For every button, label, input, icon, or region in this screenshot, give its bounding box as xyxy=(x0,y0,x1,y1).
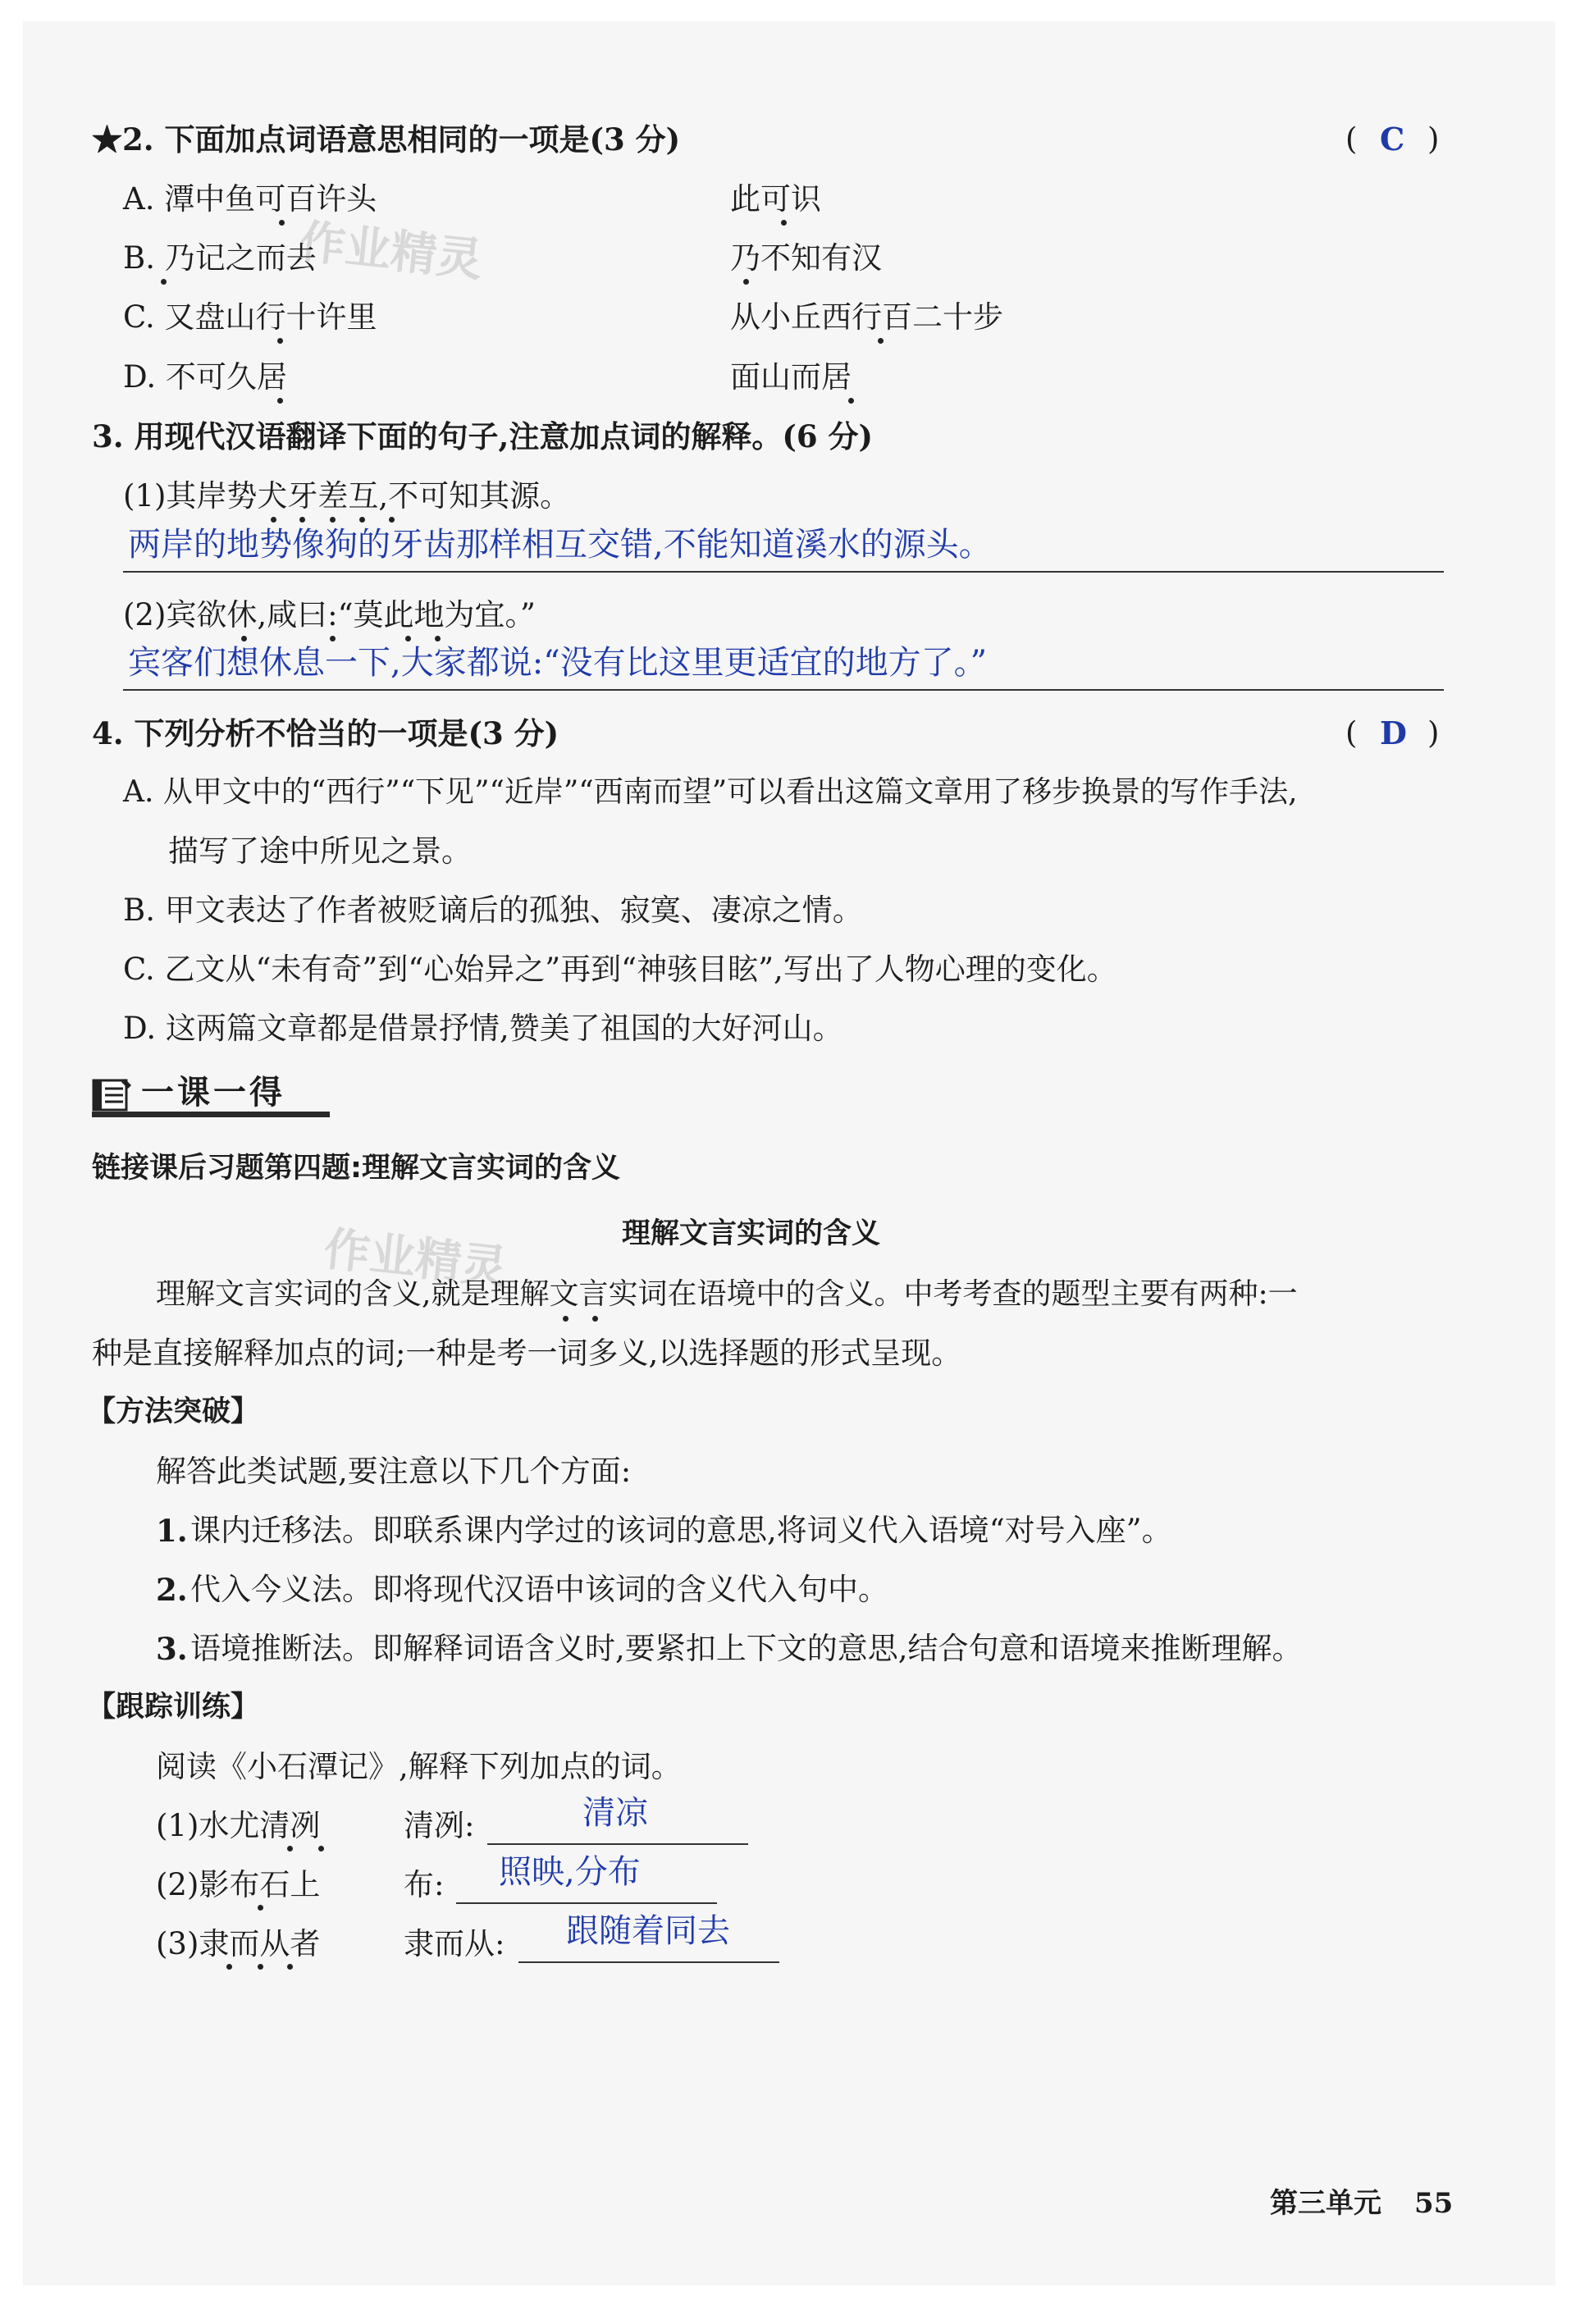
emphasis-dot xyxy=(359,517,365,523)
emphasis-dot xyxy=(279,220,285,226)
emphasis-dot xyxy=(878,338,884,344)
q4-answer: D xyxy=(1380,715,1407,751)
answer-line xyxy=(123,571,1444,573)
emphasis-dot xyxy=(287,1964,293,1970)
section-title: 一课一得 xyxy=(141,1074,285,1112)
q2-option-c-right: 从小丘西行百二十步 xyxy=(730,299,1003,335)
answer-line xyxy=(518,1961,779,1963)
training-item-1: (1)水尤清冽 xyxy=(156,1808,321,1843)
method-1-text: 课内迁移法。即联系课内学过的该词的意思,将词义代入语境“对号入座”。 xyxy=(190,1513,1172,1548)
section-title-underline xyxy=(92,1112,330,1117)
emphasis-dot xyxy=(848,398,854,404)
training-item-2-answer: 照映,分布 xyxy=(499,1853,641,1891)
emphasis-dot xyxy=(299,517,305,523)
q4-option-d: D. 这两篇文章都是借景抒情,赞美了祖国的大好河山。 xyxy=(123,1011,843,1046)
q2-paren-open: ( xyxy=(1345,121,1358,157)
method-heading: 【方法突破】 xyxy=(87,1395,260,1428)
q2-stem: ★2. 下面加点词语意思相同的一项是(3 分) xyxy=(92,121,681,158)
method-2-num: 2. xyxy=(156,1572,188,1608)
emphasis-dot xyxy=(389,517,395,523)
section-link: 链接课后习题第四题:理解文言实词的含义 xyxy=(92,1152,620,1185)
q2-option-a: A. 潭中鱼可百许头 xyxy=(123,181,377,217)
q2-answer: C xyxy=(1380,121,1405,158)
q3-item-1-answer: 两岸的地势像狗的牙齿那样相互交错,不能知道溪水的源头。 xyxy=(128,526,992,564)
intro-line-1: 理解文言实词的含义,就是理解文言实词在语境中的含义。中考考查的题型主要有两种:一 xyxy=(156,1277,1298,1311)
training-item-3-answer: 跟随着同去 xyxy=(566,1912,730,1950)
q4-option-b: B. 甲文表达了作者被贬谪后的孤独、寂寞、凄凉之情。 xyxy=(123,893,863,928)
q4-option-c: C. 乙文从“未有奇”到“心始异之”再到“神骇目眩”,写出了人物心理的变化。 xyxy=(123,952,1117,987)
q2-option-d: D. 不可久居 xyxy=(123,359,287,395)
emphasis-dot xyxy=(781,220,787,226)
q4-paren-close: ) xyxy=(1427,715,1440,751)
emphasis-dot xyxy=(563,1316,569,1322)
training-item-3: (3)隶而从者 xyxy=(156,1926,321,1961)
method-1-num: 1. xyxy=(156,1513,188,1549)
watermark: 作业精灵 xyxy=(321,1222,510,1295)
page-number: 55 xyxy=(1414,2187,1454,2220)
emphasis-dot xyxy=(271,517,276,523)
watermark: 作业精灵 xyxy=(296,215,486,288)
q4-paren-open: ( xyxy=(1345,715,1358,751)
q3-stem: 3. 用现代汉语翻译下面的句子,注意加点词的解释。(6 分) xyxy=(92,418,874,454)
emphasis-dot xyxy=(330,517,336,523)
q3-item-1-question: (1)其岸势犬牙差互,不可知其源。 xyxy=(123,478,571,514)
notebook-icon xyxy=(92,1077,133,1113)
q2-option-b: B. 乃记之而去 xyxy=(123,240,317,276)
q4-stem: 4. 下列分析不恰当的一项是(3 分) xyxy=(92,715,559,751)
q2-option-b-right: 乃不知有汉 xyxy=(730,240,882,276)
q3-item-2-answer: 宾客们想休息一下,大家都说:“没有比这里更适宜的地方了。” xyxy=(128,644,988,682)
answer-line xyxy=(123,689,1444,691)
emphasis-dot xyxy=(330,636,336,641)
emphasis-dot xyxy=(226,1964,232,1970)
section-subtitle: 理解文言实词的含义 xyxy=(622,1217,881,1250)
q2-option-a-right: 此可识 xyxy=(730,181,821,217)
training-item-1-term: 清冽: xyxy=(404,1808,475,1843)
method-3-text: 语境推断法。即解释词语含义时,要紧扣上下文的意思,结合句意和语境来推断理解。 xyxy=(190,1631,1303,1666)
emphasis-dot xyxy=(241,636,247,641)
method-2-text: 代入今义法。即将现代汉语中该词的含义代入句中。 xyxy=(190,1572,888,1607)
emphasis-dot xyxy=(277,338,283,344)
training-item-2: (2)影布石上 xyxy=(156,1867,321,1902)
emphasis-dot xyxy=(277,398,283,404)
training-item-3-term: 隶而从: xyxy=(404,1926,505,1961)
q4-option-a: A. 从甲文中的“西行”“下见”“近岸”“西南而望”可以看出这篇文章用了移步换景的写作手法, xyxy=(123,775,1298,809)
q3-item-2-question: (2)宾欲休,咸曰:“莫此地为宜。” xyxy=(123,597,536,632)
emphasis-dot xyxy=(161,279,167,285)
intro-line-2: 种是直接解释加点的词;一种是考一词多义,以选择题的形式呈现。 xyxy=(92,1336,962,1371)
method-3-num: 3. xyxy=(156,1631,188,1667)
q2-paren-close: ) xyxy=(1427,121,1440,157)
method-intro: 解答此类试题,要注意以下几个方面: xyxy=(156,1454,632,1489)
emphasis-dot xyxy=(258,1964,263,1970)
q2-option-d-right: 面山而居 xyxy=(730,359,852,395)
emphasis-dot xyxy=(435,636,441,641)
emphasis-dot xyxy=(743,279,749,285)
footer-unit: 第三单元 xyxy=(1270,2187,1381,2220)
training-item-2-term: 布: xyxy=(404,1867,445,1902)
q2-option-c: C. 又盘山行十许里 xyxy=(123,299,377,335)
training-item-1-answer: 清凉 xyxy=(582,1794,648,1832)
answer-line xyxy=(456,1902,717,1904)
q4-option-a-cont: 描写了途中所见之景。 xyxy=(168,833,472,869)
emphasis-dot xyxy=(405,636,411,641)
emphasis-dot xyxy=(592,1316,598,1322)
training-intro: 阅读《小石潭记》,解释下列加点的词。 xyxy=(156,1749,682,1784)
emphasis-dot xyxy=(318,1846,324,1851)
training-heading: 【跟踪训练】 xyxy=(87,1691,260,1724)
emphasis-dot xyxy=(287,1846,293,1851)
answer-line xyxy=(487,1843,748,1845)
emphasis-dot xyxy=(258,1905,263,1911)
